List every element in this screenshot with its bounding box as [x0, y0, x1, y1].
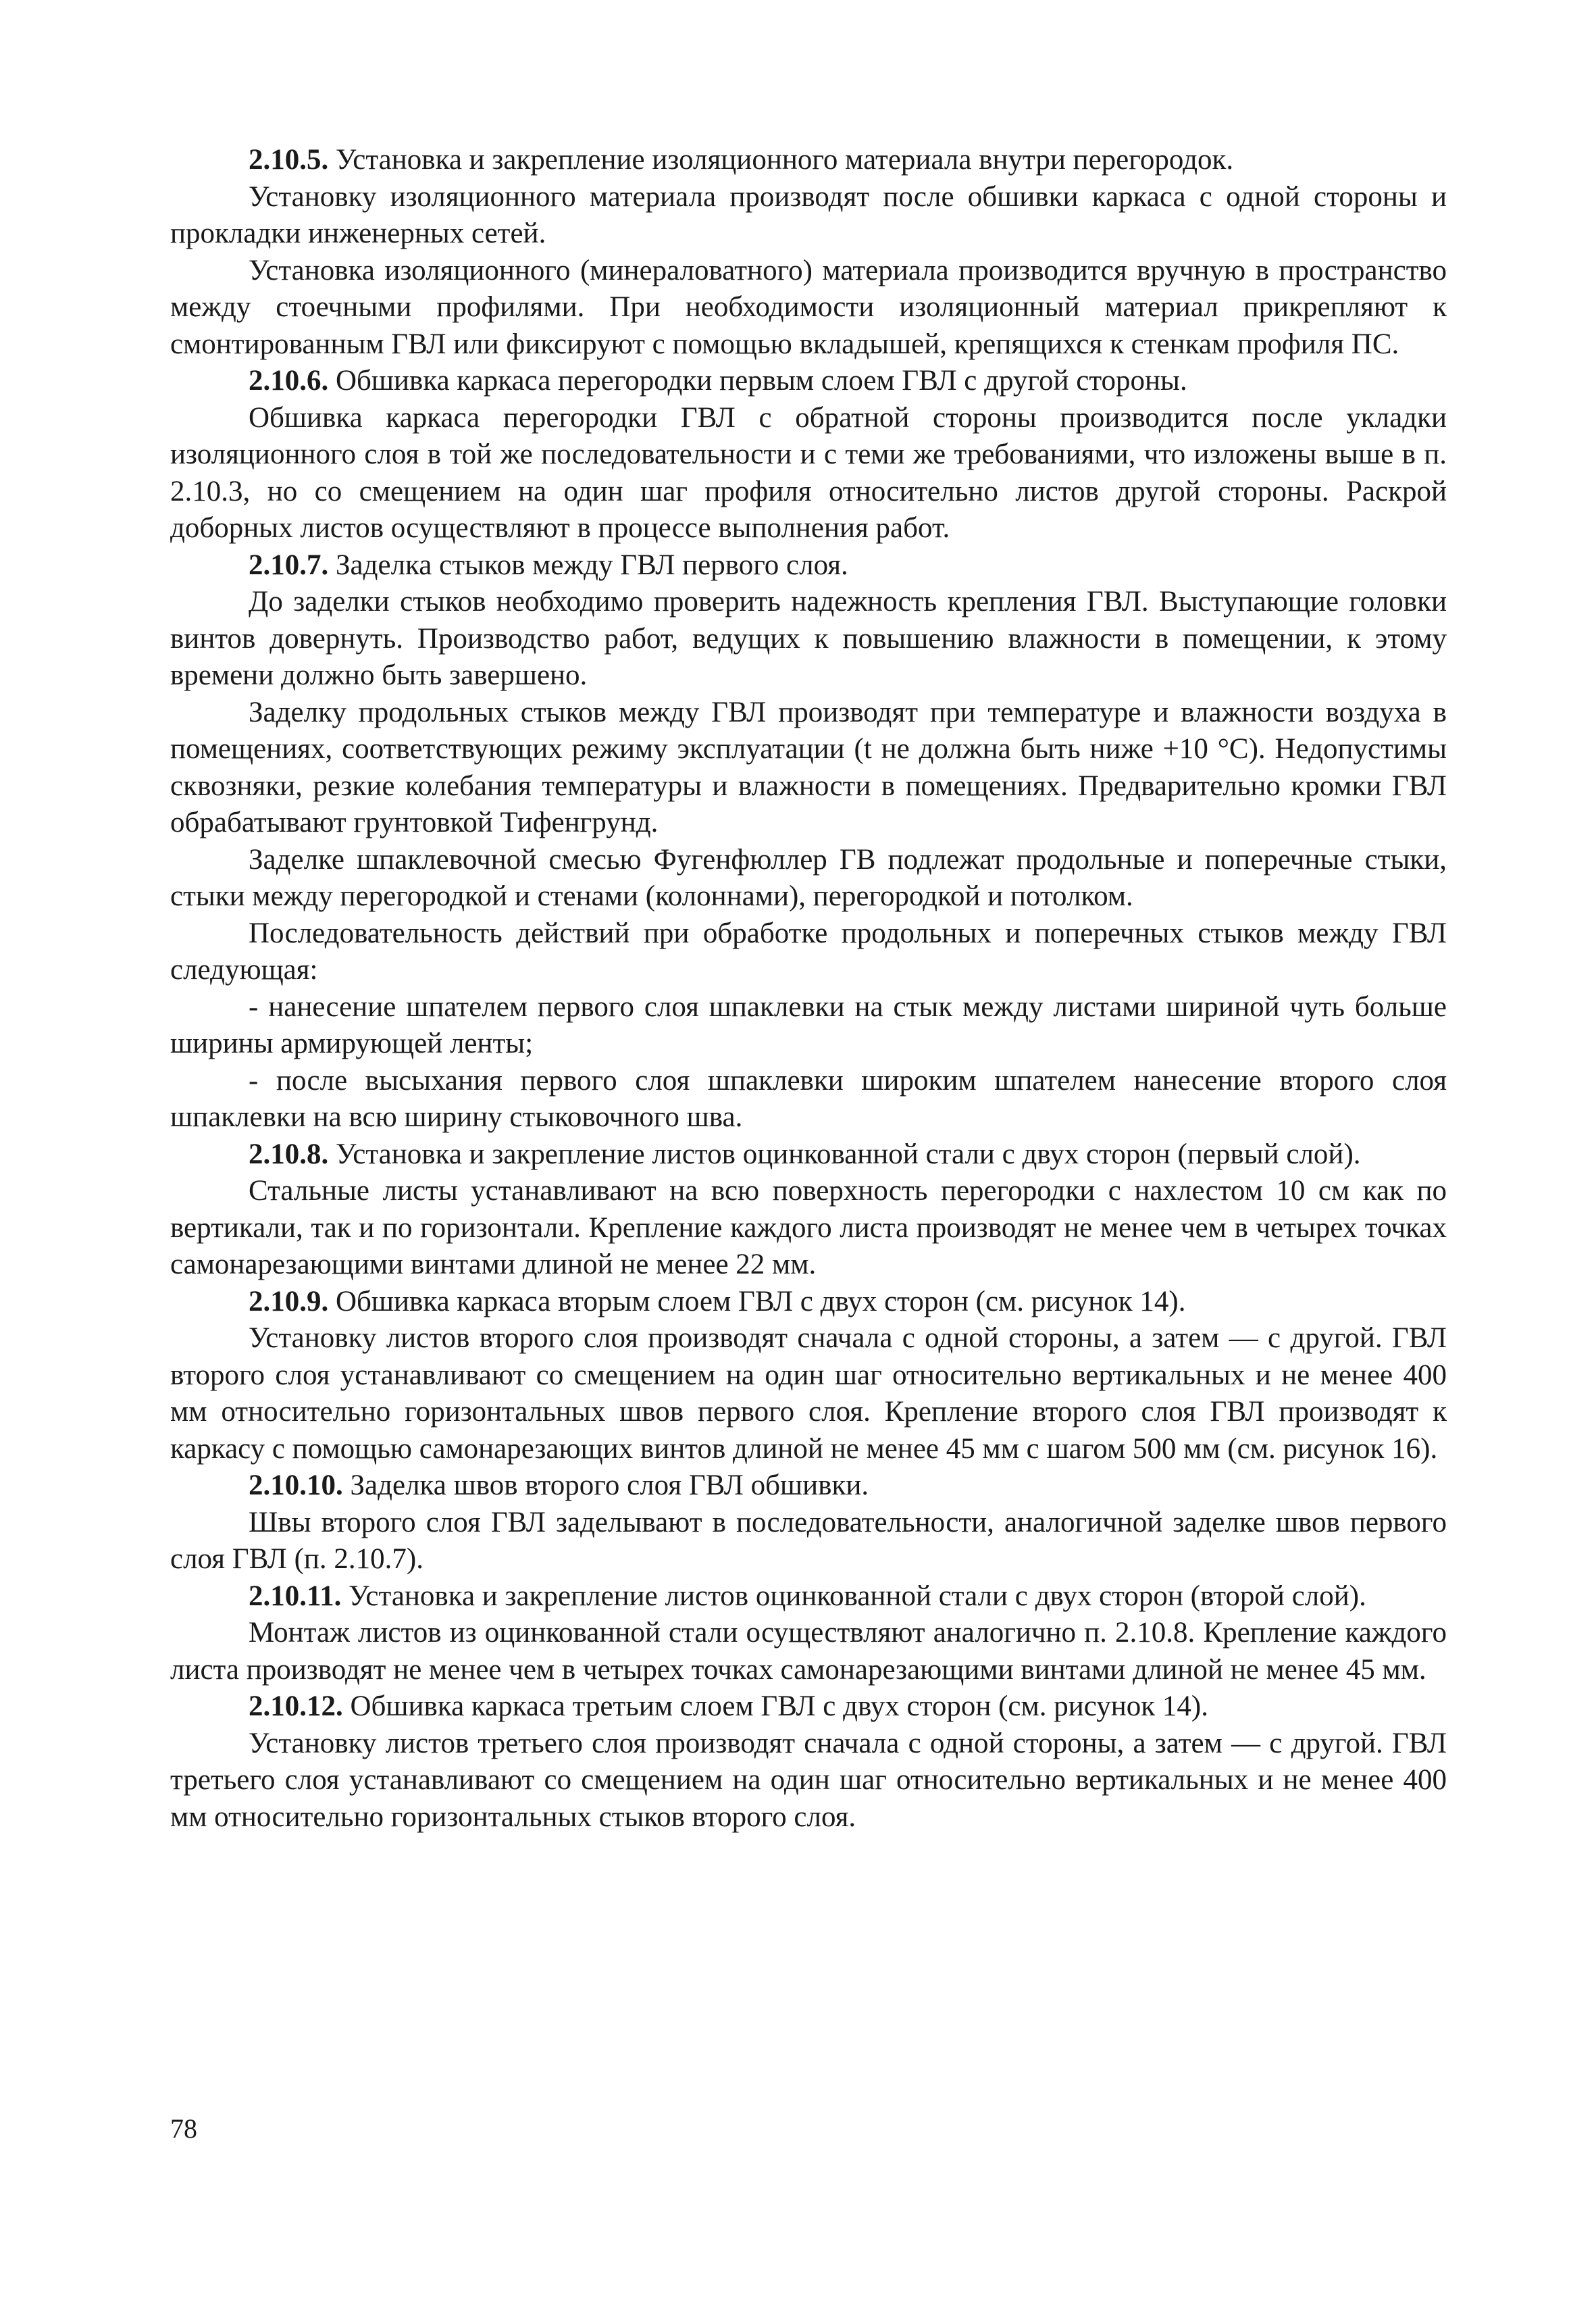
paragraph-text: Заделку продольных стыков между ГВЛ производят при температуре и влажности воздуха в помещениях, соответствующих режиму эксплуатации (t не должна быть ниже +10 °С). Недопустимы сквозняки, резкие колебания температуры и влажности в помещениях. Предварительно кромки ГВЛ обрабатывают грунтовкой Тифенгрунд. — [170, 696, 1447, 838]
paragraph-text: Установку листов второго слоя производят сначала с одной стороны, а затем — с другой. ГВЛ второго слоя устанавливают со смещением на один шаг относительно вертикальных и не менее 400 мм относительно горизонтальных швов первого слоя. Крепление второго слоя ГВЛ производят к каркасу с помощью самонарезающих винтов длиной не менее 45 мм с шагом 500 мм (см. рисунок 16). — [170, 1322, 1447, 1465]
paragraph-2-10-10 — [170, 1467, 1447, 1505]
clause-number: 2.10.8. — [249, 1138, 329, 1170]
paragraph-text: Установка изоляционного (минераловатного) материала производится вручную в пространство между стоечными профилями. При необходимости изоляционный материал прикрепляют к смонтированным ГВЛ или фиксируют с помощью вкладышей, крепящихся к стенкам профиля ПС. — [170, 254, 1447, 360]
paragraph — [170, 1726, 1447, 1836]
paragraph-text: Установку изоляционного материала производят после обшивки каркаса с одной стороны и прокладки инженерных сетей. — [170, 180, 1447, 249]
clause-number: 2.10.6. — [249, 365, 329, 397]
paragraph-text: До заделки стыков необходимо проверить надежность крепления ГВЛ. Выступающие головки винтов довернуть. Производство работ, ведущих к повышению влажности в помещении, к этому времени должно быть завершено. — [170, 586, 1447, 691]
clause-number: 2.10.12. — [249, 1690, 343, 1722]
clause-heading: Обшивка каркаса вторым слоем ГВЛ с двух сторон (см. рисунок 14). — [328, 1285, 1186, 1317]
clause-number: 2.10.7. — [249, 549, 329, 581]
clause-heading: Обшивка каркаса перегородки первым слоем ГВЛ с другой стороны. — [328, 365, 1187, 397]
paragraph-text: Заделке шпаклевочной смесью Фугенфюллер ГВ подлежат продольные и поперечные стыки, стыки между перегородкой и стенами (колоннами), перегородкой и потолком. — [170, 843, 1447, 912]
paragraph-2-10-9 — [170, 1284, 1447, 1321]
paragraph-2-10-12 — [170, 1688, 1447, 1726]
clause-number: 2.10.9. — [249, 1285, 329, 1317]
clause-number: 2.10.11. — [249, 1580, 342, 1612]
paragraph — [170, 1615, 1447, 1688]
paragraph — [170, 584, 1447, 695]
clause-heading: Заделка швов второго слоя ГВЛ обшивки. — [342, 1469, 869, 1501]
paragraph-text: Обшивка каркаса перегородки ГВЛ с обратной стороны производится после укладки изоляционного слоя в той же последовательности и с теми же требованиями, что изложены выше в п. 2.10.3, но со смещением на один шаг профиля относительно листов другой стороны. Раскрой доборных листов осуществляют в процессе выполнения работ. — [170, 401, 1447, 544]
clause-heading: Обшивка каркаса третьим слоем ГВЛ с двух сторон (см. рисунок 14). — [342, 1690, 1208, 1722]
paragraph-2-10-6 — [170, 363, 1447, 400]
paragraph — [170, 842, 1447, 915]
paragraph-text: Стальные листы устанавливают на всю поверхность перегородки с нахлестом 10 см как по вертикали, так и по горизонтали. Крепление каждого листа производят не менее чем в четырех точках самонарезающими винтами длиной не менее 22 мм. — [170, 1175, 1447, 1280]
paragraph — [170, 400, 1447, 547]
list-item — [170, 1063, 1447, 1136]
paragraph — [170, 179, 1447, 253]
paragraph — [170, 253, 1447, 363]
paragraph — [170, 915, 1447, 989]
paragraph — [170, 1505, 1447, 1578]
paragraph-text: Последовательность действий при обработке продольных и поперечных стыков между ГВЛ следующая: — [170, 917, 1447, 986]
paragraph-2-10-11 — [170, 1578, 1447, 1615]
page-number: 78 — [170, 2113, 197, 2144]
page-body — [170, 142, 1447, 1836]
paragraph — [170, 1173, 1447, 1284]
clause-heading: Заделка стыков между ГВЛ первого слоя. — [328, 549, 848, 581]
paragraph — [170, 1320, 1447, 1467]
paragraph-2-10-7 — [170, 547, 1447, 584]
clause-number: 2.10.5. — [249, 144, 329, 176]
paragraph-text: Монтаж листов из оцинкованной стали осуществляют аналогично п. 2.10.8. Крепление каждого листа производят не менее чем в четырех точках самонарезающими винтами длиной не менее 45 мм. — [170, 1617, 1447, 1686]
paragraph-2-10-5 — [170, 142, 1447, 179]
paragraph-2-10-8 — [170, 1136, 1447, 1174]
clause-number: 2.10.10. — [249, 1469, 343, 1501]
clause-heading: Установка и закрепление листов оцинкованной стали с двух сторон (первый слой). — [328, 1138, 1361, 1170]
list-item-text: - нанесение шпателем первого слоя шпаклевки на стык между листами шириной чуть больше ширины армирующей ленты; — [170, 990, 1447, 1059]
paragraph — [170, 695, 1447, 842]
paragraph-text: Швы второго слоя ГВЛ заделывают в последовательности, аналогичной заделке швов первого слоя ГВЛ (п. 2.10.7). — [170, 1506, 1447, 1575]
paragraph-text: Установку листов третьего слоя производят сначала с одной стороны, а затем — с другой. ГВЛ третьего слоя устанавливают со смещением на один шаг относительно вертикальных и не менее 400 мм относительно горизонтальных стыков второго слоя. — [170, 1727, 1447, 1833]
clause-heading: Установка и закрепление листов оцинкованной стали с двух сторон (второй слой). — [341, 1580, 1366, 1612]
list-item — [170, 989, 1447, 1063]
list-item-text: - после высыхания первого слоя шпаклевки широким шпателем нанесение второго слоя шпаклевки на всю ширину стыковочного шва. — [170, 1064, 1447, 1133]
clause-heading: Установка и закрепление изоляционного материала внутри перегородок. — [328, 144, 1234, 176]
